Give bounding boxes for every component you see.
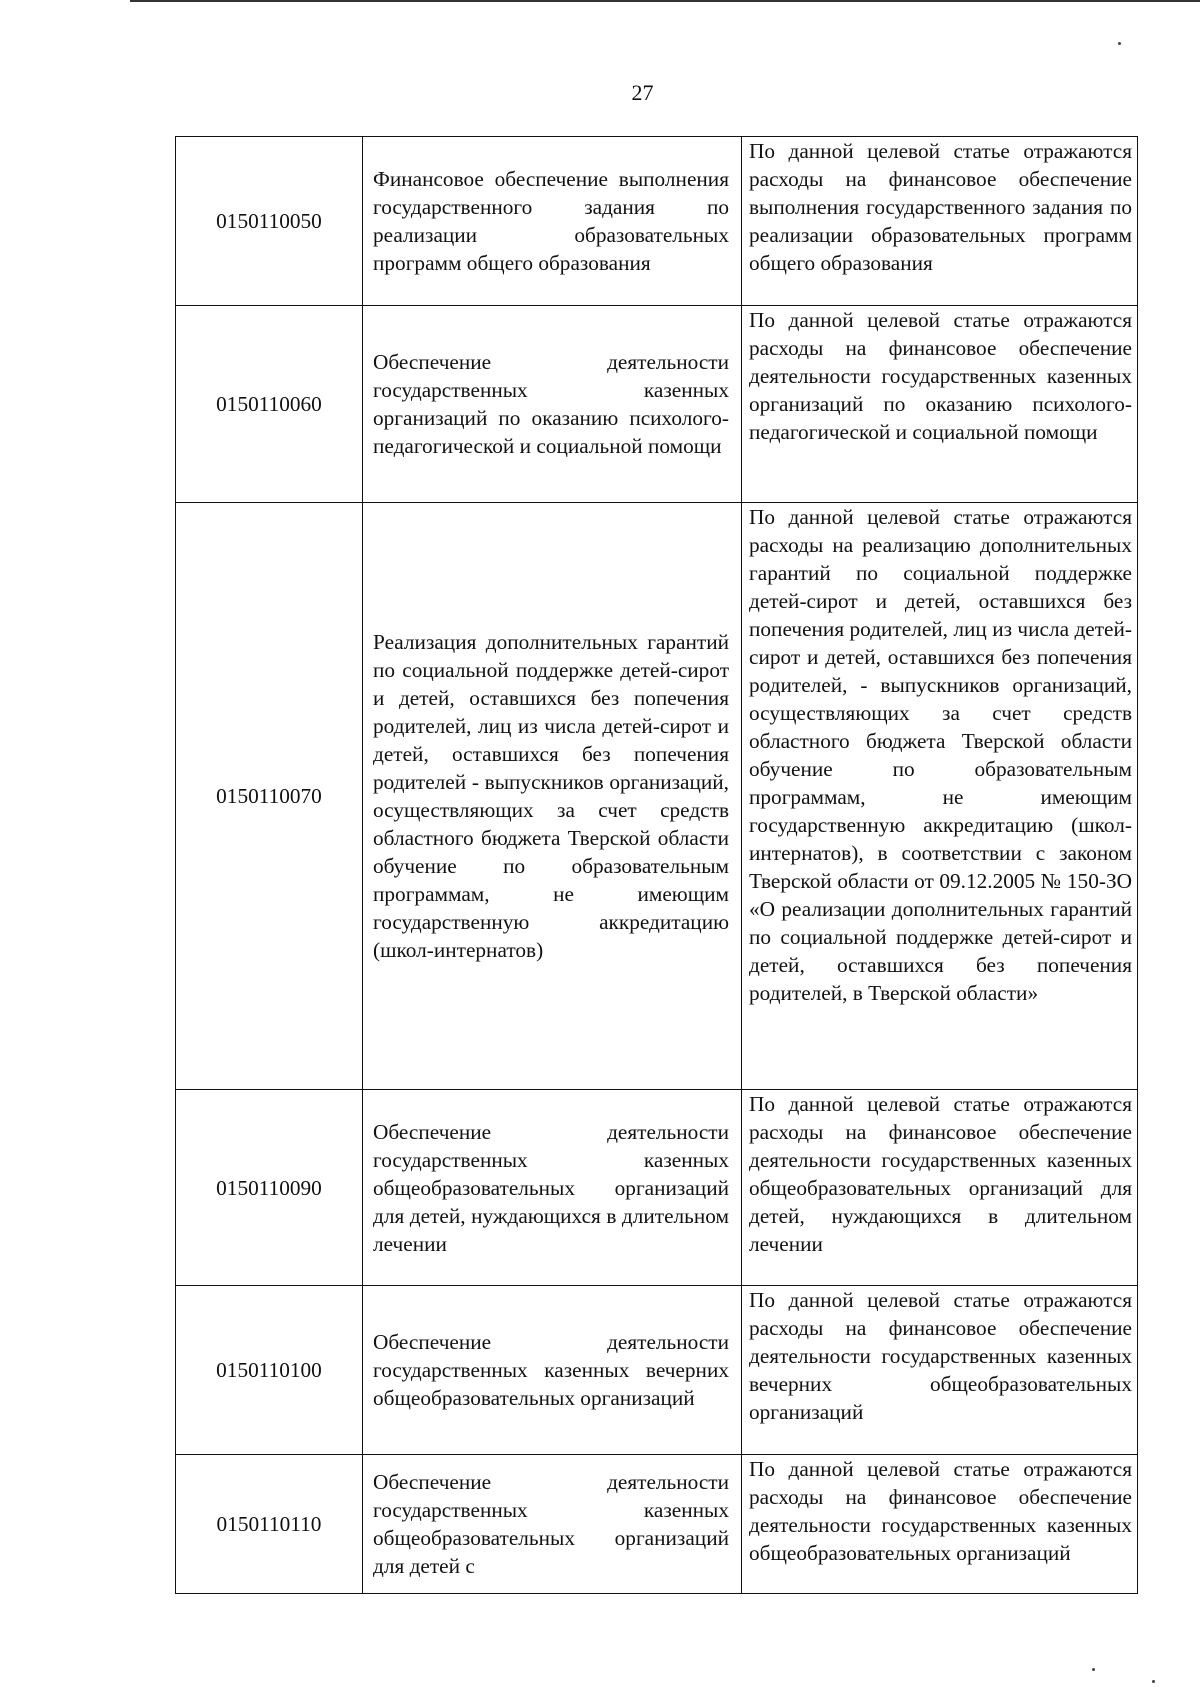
table-row xyxy=(176,1090,1138,1286)
name-cell: Финансовое обеспечение выполнения государственного задания по реализации образовательных программ общего образования xyxy=(363,137,742,306)
scan-edge-line xyxy=(130,0,1200,2)
table-row xyxy=(176,1286,1138,1455)
name-cell: Обеспечение деятельности государственных казенных организаций по оказанию психолого-педагогической и социальной помощи xyxy=(363,306,742,503)
scan-speck xyxy=(1152,1680,1155,1683)
code-cell: 0150110060 xyxy=(176,306,363,503)
budget-classification-table xyxy=(175,136,1138,1594)
description-cell: По данной целевой статье отражаются расходы на реализацию дополнительных гарантий по социальной поддержке детей-сирот и детей, оставшихся без попечения родителей, лиц из числа детей-сирот и детей, оставшихся без попечения родителей, - выпускников организаций, осуществляющих за счет средств областного бюджета Тверской области обучение по образовательным программам, не имеющим государственную аккредитацию (школ-интернатов), в соответствии с законом Тверской области от 09.12.2005 № 150-ЗО «О реализации дополнительных гарантий по социальной поддержке детей-сирот и детей, оставшихся без попечения родителей, в Тверской области» xyxy=(742,503,1138,1090)
code-cell: 0150110090 xyxy=(176,1090,363,1286)
table-row xyxy=(176,1455,1138,1594)
description-cell: По данной целевой статье отражаются расходы на финансовое обеспечение деятельности государственных казенных общеобразовательных организаций xyxy=(742,1455,1138,1594)
code-cell: 0150110110 xyxy=(176,1455,363,1594)
description-cell: По данной целевой статье отражаются расходы на финансовое обеспечение деятельности государственных казенных организаций по оказанию психолого-педагогической и социальной помощи xyxy=(742,306,1138,503)
table-row xyxy=(176,503,1138,1090)
code-cell: 0150110070 xyxy=(176,503,363,1090)
description-cell: По данной целевой статье отражаются расходы на финансовое обеспечение деятельности государственных казенных общеобразовательных организаций для детей, нуждающихся в длительном лечении xyxy=(742,1090,1138,1286)
name-cell: Обеспечение деятельности государственных казенных вечерних общеобразовательных организаций xyxy=(363,1286,742,1455)
description-cell: По данной целевой статье отражаются расходы на финансовое обеспечение деятельности государственных казенных вечерних общеобразовательных организаций xyxy=(742,1286,1138,1455)
page-number: 27 xyxy=(631,80,654,105)
description-cell: По данной целевой статье отражаются расходы на финансовое обеспечение выполнения государственного задания по реализации образовательных программ общего образования xyxy=(742,137,1138,306)
scan-speck xyxy=(1092,1668,1095,1671)
name-cell: Обеспечение деятельности государственных казенных общеобразовательных организаций для детей с xyxy=(363,1455,742,1594)
code-cell: 0150110050 xyxy=(176,137,363,306)
table-row xyxy=(176,137,1138,306)
table-row xyxy=(176,306,1138,503)
scan-speck xyxy=(1118,42,1121,45)
name-cell: Обеспечение деятельности государственных казенных общеобразовательных организаций для детей, нуждающихся в длительном лечении xyxy=(363,1090,742,1286)
name-cell: Реализация дополнительных гарантий по социальной поддержке детей-сирот и детей, оставшихся без попечения родителей, лиц из числа детей-сирот и детей, оставшихся без попечения родителей - выпускников организаций, осуществляющих за счет средств областного бюджета Тверской области обучение по образовательным программам, не имеющим государственную аккредитацию (школ-интернатов) xyxy=(363,503,742,1090)
code-cell: 0150110100 xyxy=(176,1286,363,1455)
